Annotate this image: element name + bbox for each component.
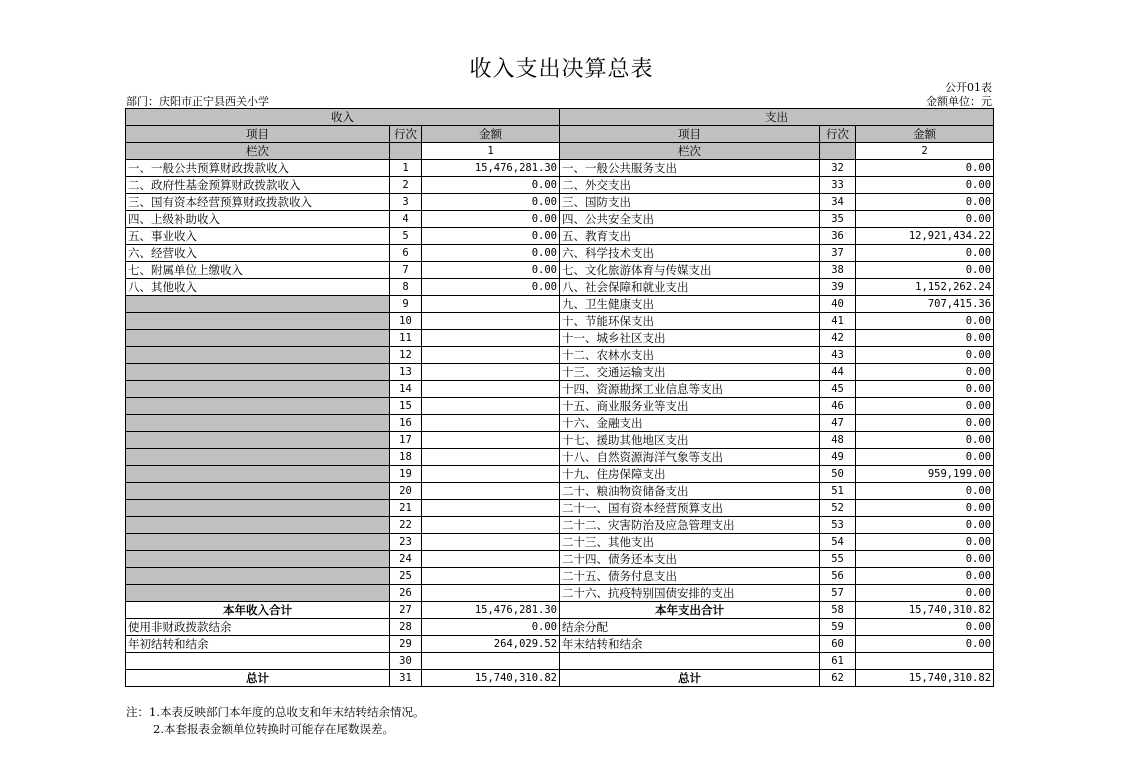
expense-line-number: 36: [820, 228, 856, 245]
income-item-name: 四、上级补助收入: [126, 211, 390, 228]
expense-line-number: 43: [820, 347, 856, 364]
expense-amount: 0.00: [856, 585, 994, 602]
footnotes: [126, 704, 424, 738]
table-row: [126, 228, 994, 245]
expense-item-name: 二十六、抗疫特别国债安排的支出: [560, 585, 820, 602]
table-row: [126, 160, 994, 177]
income-item-name: [126, 483, 390, 500]
table-row: [126, 347, 994, 364]
expense-item-name: 十三、交通运输支出: [560, 364, 820, 381]
income-line-number: 2: [390, 177, 422, 194]
income-amount: [422, 534, 560, 551]
income-line-number: 6: [390, 245, 422, 262]
table-row: [126, 415, 994, 432]
income-column-label: 栏次: [126, 143, 390, 160]
table-row: [126, 517, 994, 534]
income-amount: [422, 449, 560, 466]
table-row: [126, 585, 994, 602]
income-item-name: [126, 568, 390, 585]
income-line-number: 9: [390, 296, 422, 313]
expense-line-number: 51: [820, 483, 856, 500]
income-item-name: [126, 415, 390, 432]
income-summary-label: 年初结转和结余: [126, 636, 390, 653]
expense-item-name: 十八、自然资源海洋气象等支出: [560, 449, 820, 466]
column-header-row: [126, 126, 994, 143]
income-item-name: 三、国有资本经营预算财政拨款收入: [126, 194, 390, 211]
expense-amount: 959,199.00: [856, 466, 994, 483]
expense-line-number: 44: [820, 364, 856, 381]
income-line-number: 8: [390, 279, 422, 296]
expense-line-number: 33: [820, 177, 856, 194]
income-amount: [422, 568, 560, 585]
expense-amount: 0.00: [856, 313, 994, 330]
table-row: [126, 534, 994, 551]
income-line-number: 23: [390, 534, 422, 551]
income-summary-amount: 15,476,281.30: [422, 602, 560, 619]
income-summary-label: 总计: [126, 670, 390, 687]
expense-item-name: 五、教育支出: [560, 228, 820, 245]
expense-amount: 0.00: [856, 517, 994, 534]
expense-summary-line: 62: [820, 670, 856, 687]
income-amount: 0.00: [422, 177, 560, 194]
expense-line-number: 48: [820, 432, 856, 449]
income-line-number: 26: [390, 585, 422, 602]
income-line-number: 18: [390, 449, 422, 466]
income-item-name: [126, 534, 390, 551]
expense-summary-amount: 15,740,310.82: [856, 670, 994, 687]
table-row: [126, 466, 994, 483]
expense-item-name: 八、社会保障和就业支出: [560, 279, 820, 296]
table-row: [126, 483, 994, 500]
income-amount: [422, 551, 560, 568]
income-line-number: 25: [390, 568, 422, 585]
summary-row: [126, 602, 994, 619]
table-row: [126, 262, 994, 279]
expense-summary-amount: [856, 653, 994, 670]
income-amount: 15,476,281.30: [422, 160, 560, 177]
income-amount: [422, 585, 560, 602]
income-item-name: 二、政府性基金预算财政拨款收入: [126, 177, 390, 194]
department-label: 部门：庆阳市正宁县西关小学: [126, 95, 269, 108]
expense-line-number: 32: [820, 160, 856, 177]
expense-summary-line: 59: [820, 619, 856, 636]
income-line-number: 5: [390, 228, 422, 245]
expense-summary-amount: 0.00: [856, 619, 994, 636]
income-line-number: 3: [390, 194, 422, 211]
expense-item-name: 六、科学技术支出: [560, 245, 820, 262]
income-summary-line: 29: [390, 636, 422, 653]
income-amount: [422, 500, 560, 517]
expense-item-name: 二十、粮油物资储备支出: [560, 483, 820, 500]
expense-summary-line: 61: [820, 653, 856, 670]
expense-item-name: 十四、资源勘探工业信息等支出: [560, 381, 820, 398]
expense-line-number: 57: [820, 585, 856, 602]
income-line-number: 4: [390, 211, 422, 228]
income-item-name: [126, 466, 390, 483]
expense-summary-label: [560, 653, 820, 670]
income-amount: [422, 517, 560, 534]
income-line-number: 22: [390, 517, 422, 534]
income-amount: [422, 330, 560, 347]
income-line-header: 行次: [390, 126, 422, 143]
income-item-name: [126, 551, 390, 568]
expense-line-number: 38: [820, 262, 856, 279]
expense-amount: 0.00: [856, 500, 994, 517]
income-item-name: [126, 364, 390, 381]
expense-line-number: 53: [820, 517, 856, 534]
table-row: [126, 398, 994, 415]
expense-column-number: 2: [856, 143, 994, 160]
note-2: 2.本套报表金额单位转换时可能存在尾数误差。: [153, 722, 394, 736]
expense-amount: 0.00: [856, 177, 994, 194]
expense-item-name: 三、国防支出: [560, 194, 820, 211]
expense-amount: 0.00: [856, 347, 994, 364]
table-row: [126, 296, 994, 313]
expense-item-name: 二十四、债务还本支出: [560, 551, 820, 568]
expense-item-name: 十一、城乡社区支出: [560, 330, 820, 347]
income-amount: [422, 483, 560, 500]
income-summary-line: 31: [390, 670, 422, 687]
table-row: [126, 551, 994, 568]
expense-item-name: 四、公共安全支出: [560, 211, 820, 228]
expense-amount: 0.00: [856, 415, 994, 432]
income-line-number: 12: [390, 347, 422, 364]
expense-line-number: 46: [820, 398, 856, 415]
income-amount: [422, 398, 560, 415]
expense-line-number: 52: [820, 500, 856, 517]
income-amount: 0.00: [422, 245, 560, 262]
table-row: [126, 364, 994, 381]
income-summary-label: [126, 653, 390, 670]
income-amount: 0.00: [422, 211, 560, 228]
table-row: [126, 432, 994, 449]
income-amount: [422, 364, 560, 381]
table-row: [126, 177, 994, 194]
income-amount: 0.00: [422, 194, 560, 211]
expense-amount: 0.00: [856, 568, 994, 585]
income-line-number: 20: [390, 483, 422, 500]
expense-line-number: 41: [820, 313, 856, 330]
income-line-number: 7: [390, 262, 422, 279]
income-item-name: [126, 398, 390, 415]
table-row: [126, 279, 994, 296]
income-summary-amount: 264,029.52: [422, 636, 560, 653]
expense-item-name: 十二、农林水支出: [560, 347, 820, 364]
income-item-name: [126, 296, 390, 313]
expense-line-number: 42: [820, 330, 856, 347]
income-amount: [422, 432, 560, 449]
income-item-name: [126, 330, 390, 347]
income-item-name: 五、事业收入: [126, 228, 390, 245]
expense-item-name: 二十五、债务付息支出: [560, 568, 820, 585]
expense-amount: 0.00: [856, 364, 994, 381]
income-column-blank: [390, 143, 422, 160]
income-line-number: 17: [390, 432, 422, 449]
expense-line-number: 45: [820, 381, 856, 398]
expense-amount: 0.00: [856, 381, 994, 398]
income-amount: [422, 347, 560, 364]
income-item-name: [126, 500, 390, 517]
income-item-name: [126, 347, 390, 364]
income-amount: 0.00: [422, 262, 560, 279]
expense-line-header: 行次: [820, 126, 856, 143]
expense-line-number: 34: [820, 194, 856, 211]
income-line-number: 14: [390, 381, 422, 398]
income-summary-line: 28: [390, 619, 422, 636]
expense-summary-label: 本年支出合计: [560, 602, 820, 619]
table-row: [126, 500, 994, 517]
table-row: [126, 313, 994, 330]
expense-amount: 0.00: [856, 262, 994, 279]
income-summary-amount: [422, 653, 560, 670]
expense-summary-label: 总计: [560, 670, 820, 687]
expense-item-header: 项目: [560, 126, 820, 143]
income-line-number: 21: [390, 500, 422, 517]
income-item-name: [126, 381, 390, 398]
expense-column-label: 栏次: [560, 143, 820, 160]
income-amount: [422, 466, 560, 483]
income-section-header: 收入: [126, 109, 560, 126]
income-item-name: [126, 449, 390, 466]
income-line-number: 24: [390, 551, 422, 568]
income-line-number: 10: [390, 313, 422, 330]
table-row: [126, 194, 994, 211]
page-title: 收入支出决算总表: [469, 57, 654, 82]
expense-amount: 0.00: [856, 194, 994, 211]
expense-summary-amount: 15,740,310.82: [856, 602, 994, 619]
income-item-name: [126, 432, 390, 449]
summary-row: [126, 636, 994, 653]
expense-item-name: 十、节能环保支出: [560, 313, 820, 330]
income-amount: [422, 415, 560, 432]
expense-line-number: 39: [820, 279, 856, 296]
summary-row: [126, 619, 994, 636]
income-summary-amount: 0.00: [422, 619, 560, 636]
table-row: [126, 381, 994, 398]
income-item-name: 七、附属单位上缴收入: [126, 262, 390, 279]
income-amount-header: 金额: [422, 126, 560, 143]
expense-item-name: 十六、金融支出: [560, 415, 820, 432]
income-summary-label: 使用非财政拨款结余: [126, 619, 390, 636]
income-item-name: 八、其他收入: [126, 279, 390, 296]
income-line-number: 16: [390, 415, 422, 432]
expense-line-number: 50: [820, 466, 856, 483]
expense-amount: 0.00: [856, 432, 994, 449]
income-line-number: 1: [390, 160, 422, 177]
expense-amount: 0.00: [856, 160, 994, 177]
expense-summary-label: 年末结转和结余: [560, 636, 820, 653]
expense-item-name: 十五、商业服务业等支出: [560, 398, 820, 415]
table-row: [126, 568, 994, 585]
income-amount: 0.00: [422, 279, 560, 296]
summary-row: [126, 653, 994, 670]
income-column-number: 1: [422, 143, 560, 160]
expense-line-number: 35: [820, 211, 856, 228]
expense-amount: 0.00: [856, 398, 994, 415]
expense-item-name: 十九、住房保障支出: [560, 466, 820, 483]
expense-amount: 707,415.36: [856, 296, 994, 313]
table-row: [126, 245, 994, 262]
income-expense-table: [125, 108, 994, 687]
expense-amount: 1,152,262.24: [856, 279, 994, 296]
expense-line-number: 55: [820, 551, 856, 568]
expense-amount: 0.00: [856, 551, 994, 568]
table-row: [126, 330, 994, 347]
section-header-row: [126, 109, 994, 126]
note-1: 注：1.本表反映部门本年度的总收支和年末结转结余情况。: [126, 705, 425, 719]
form-code: 公开01表: [945, 81, 992, 94]
income-item-name: [126, 585, 390, 602]
expense-line-number: 47: [820, 415, 856, 432]
income-item-header: 项目: [126, 126, 390, 143]
table-row: [126, 211, 994, 228]
expense-item-name: 十七、援助其他地区支出: [560, 432, 820, 449]
expense-item-name: 二十二、灾害防治及应急管理支出: [560, 517, 820, 534]
expense-summary-line: 60: [820, 636, 856, 653]
expense-summary-line: 58: [820, 602, 856, 619]
expense-section-header: 支出: [560, 109, 994, 126]
income-summary-label: 本年收入合计: [126, 602, 390, 619]
income-line-number: 15: [390, 398, 422, 415]
expense-summary-label: 结余分配: [560, 619, 820, 636]
expense-amount: 0.00: [856, 534, 994, 551]
expense-amount: 0.00: [856, 330, 994, 347]
income-item-name: 六、经营收入: [126, 245, 390, 262]
expense-amount: 0.00: [856, 245, 994, 262]
expense-line-number: 49: [820, 449, 856, 466]
expense-amount: 12,921,434.22: [856, 228, 994, 245]
income-amount: 0.00: [422, 228, 560, 245]
income-summary-amount: 15,740,310.82: [422, 670, 560, 687]
summary-row: [126, 670, 994, 687]
income-item-name: 一、一般公共预算财政拨款收入: [126, 160, 390, 177]
amount-unit-label: 金额单位：元: [926, 95, 992, 108]
expense-amount: 0.00: [856, 483, 994, 500]
income-item-name: [126, 517, 390, 534]
income-line-number: 13: [390, 364, 422, 381]
income-amount: [422, 381, 560, 398]
expense-item-name: 二十三、其他支出: [560, 534, 820, 551]
expense-item-name: 九、卫生健康支出: [560, 296, 820, 313]
income-summary-line: 30: [390, 653, 422, 670]
expense-item-name: 二十一、国有资本经营预算支出: [560, 500, 820, 517]
expense-column-blank: [820, 143, 856, 160]
expense-item-name: 一、一般公共服务支出: [560, 160, 820, 177]
income-line-number: 11: [390, 330, 422, 347]
expense-summary-amount: 0.00: [856, 636, 994, 653]
column-index-row: [126, 143, 994, 160]
income-amount: [422, 296, 560, 313]
expense-item-name: 七、文化旅游体育与传媒支出: [560, 262, 820, 279]
expense-amount: 0.00: [856, 211, 994, 228]
expense-line-number: 40: [820, 296, 856, 313]
income-amount: [422, 313, 560, 330]
expense-item-name: 二、外交支出: [560, 177, 820, 194]
expense-amount: 0.00: [856, 449, 994, 466]
income-summary-line: 27: [390, 602, 422, 619]
expense-amount-header: 金额: [856, 126, 994, 143]
expense-line-number: 56: [820, 568, 856, 585]
income-line-number: 19: [390, 466, 422, 483]
table-row: [126, 449, 994, 466]
expense-line-number: 37: [820, 245, 856, 262]
expense-line-number: 54: [820, 534, 856, 551]
income-item-name: [126, 313, 390, 330]
